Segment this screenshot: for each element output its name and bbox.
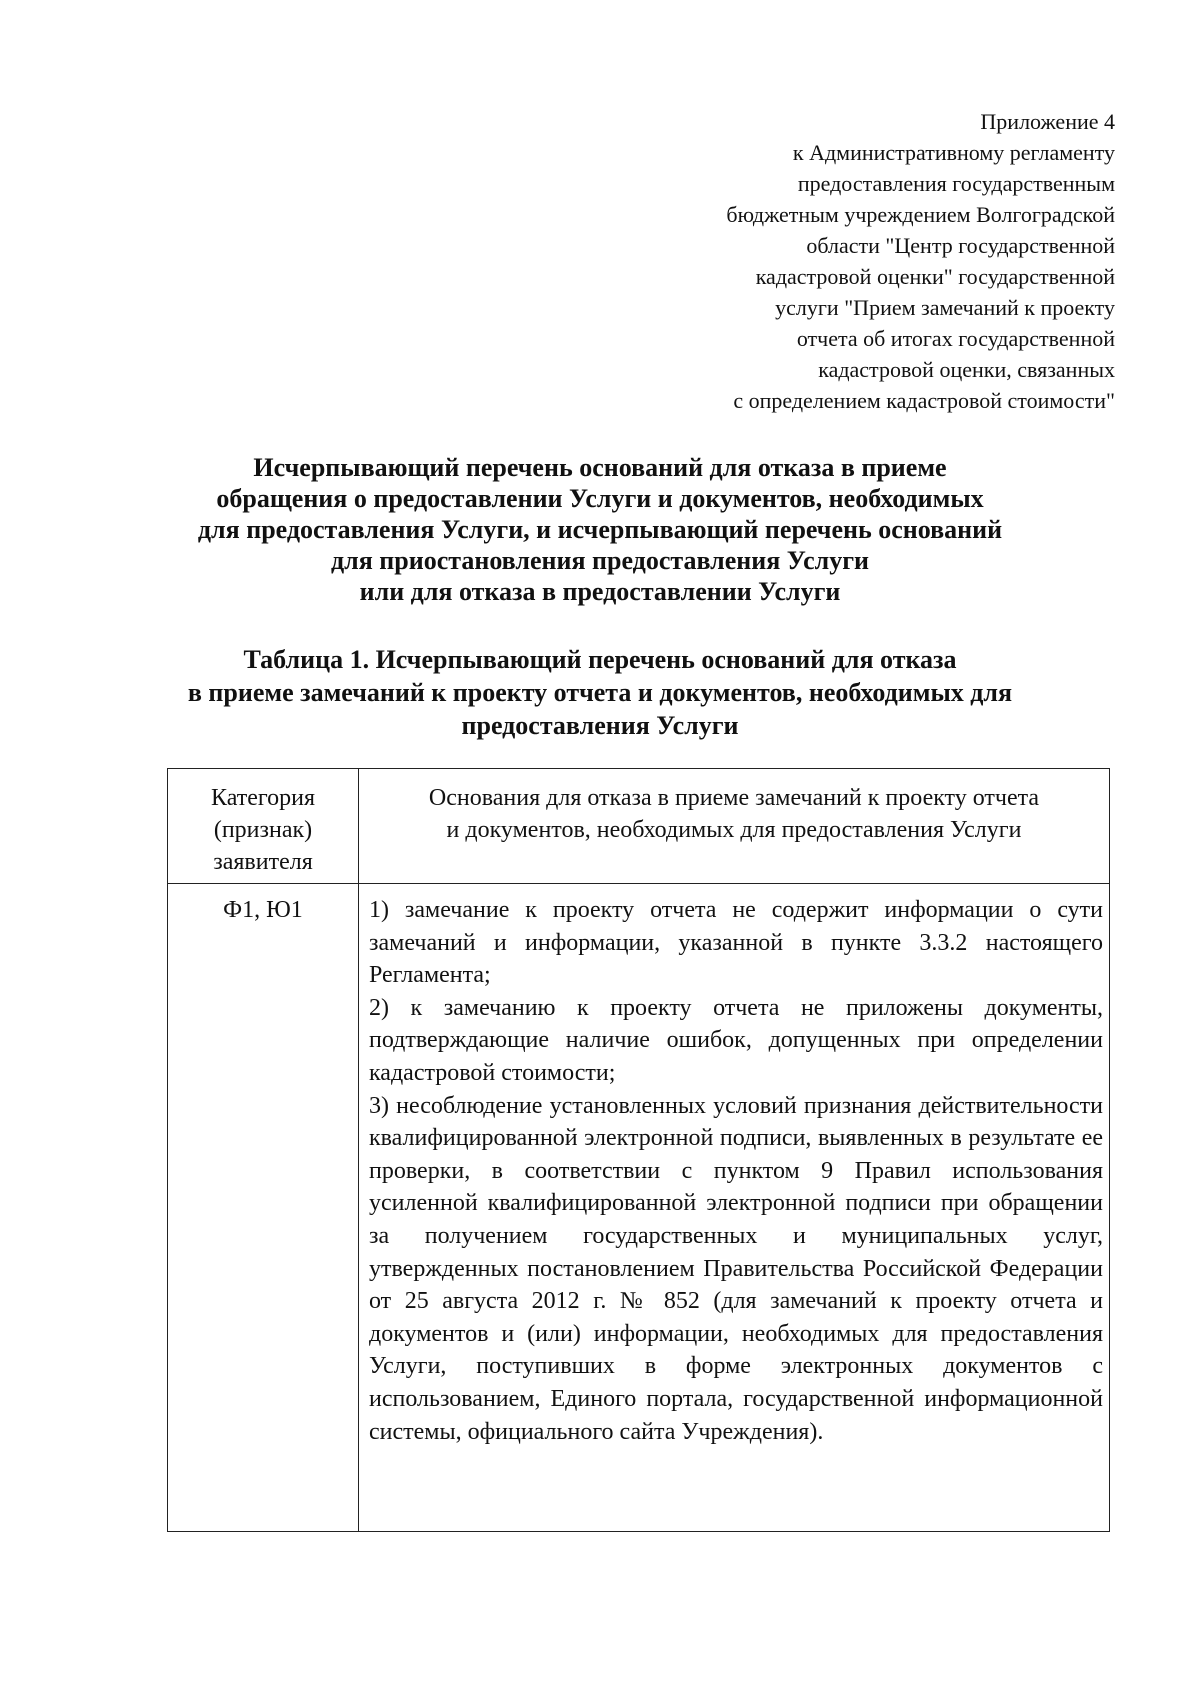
table-caption: Таблица 1. Исчерпывающий перечень оснований для отказа в приеме замечаний к проекту отчета и документов, необходимых для предоставления Услуги: [187, 645, 1013, 740]
category-cell: Ф1, Ю1: [168, 884, 359, 1531]
ground-item-1: 1) замечание к проекту отчета не содержит информации о сути замечаний и информации, указанной в пункте 3.3.2 настоящего Регламента;: [369, 897, 1103, 989]
header-category: Категория (признак) заявителя: [168, 769, 359, 883]
table-row: [168, 884, 1109, 1531]
ground-item-3: 3) несоблюдение установленных условий признания действительности квалифицированной электронной подписи, выявленных в результате ее проверки, в соответствии с пунктом 9 Правил использования усиленной квалифицированной электронной подписи при обращении за получением государственных и муниципальных услуг, утвержденных постановлением Правительства Российской Федерации от 25 августа 2012 г. № 852 (для замечаний к проекту отчета и документов и (или) информации, необходимых для предоставления Услуги, поступивших в форме электронных документов с использованием, Единого портала, государственной информационной системы, официального сайта Учреждения).: [369, 1092, 1103, 1445]
ground-item-2: 2) к замечанию к проекту отчета не приложены документы, подтверждающие наличие ошибок, допущенных при определении кадастровой стоимости;: [369, 994, 1103, 1086]
grounds-table: [167, 768, 1110, 1532]
header-grounds: Основания для отказа в приеме замечаний к проекту отчета и документов, необходимых для предоставления Услуги: [428, 785, 1040, 843]
grounds-cell: [359, 884, 1109, 1531]
table-header-row: [168, 769, 1109, 884]
appendix-header: Приложение 4 к Административному регламенту предоставления государственным бюджетным учреждением Волгоградской области "Центр государственной кадастровой оценки" государственной услуги "Прием замечаний к проекту отчета об итогах государственной кадастровой оценки, связанных с определением кадастровой стоимости": [726, 109, 1115, 413]
document-title: Исчерпывающий перечень оснований для отказа в приеме обращения о предоставлении Услуги и документов, необходимых для предоставления Услуги, и исчерпывающий перечень оснований для приостановления предоставления Услуги или для отказа в предоставлении Услуги: [197, 453, 1003, 606]
